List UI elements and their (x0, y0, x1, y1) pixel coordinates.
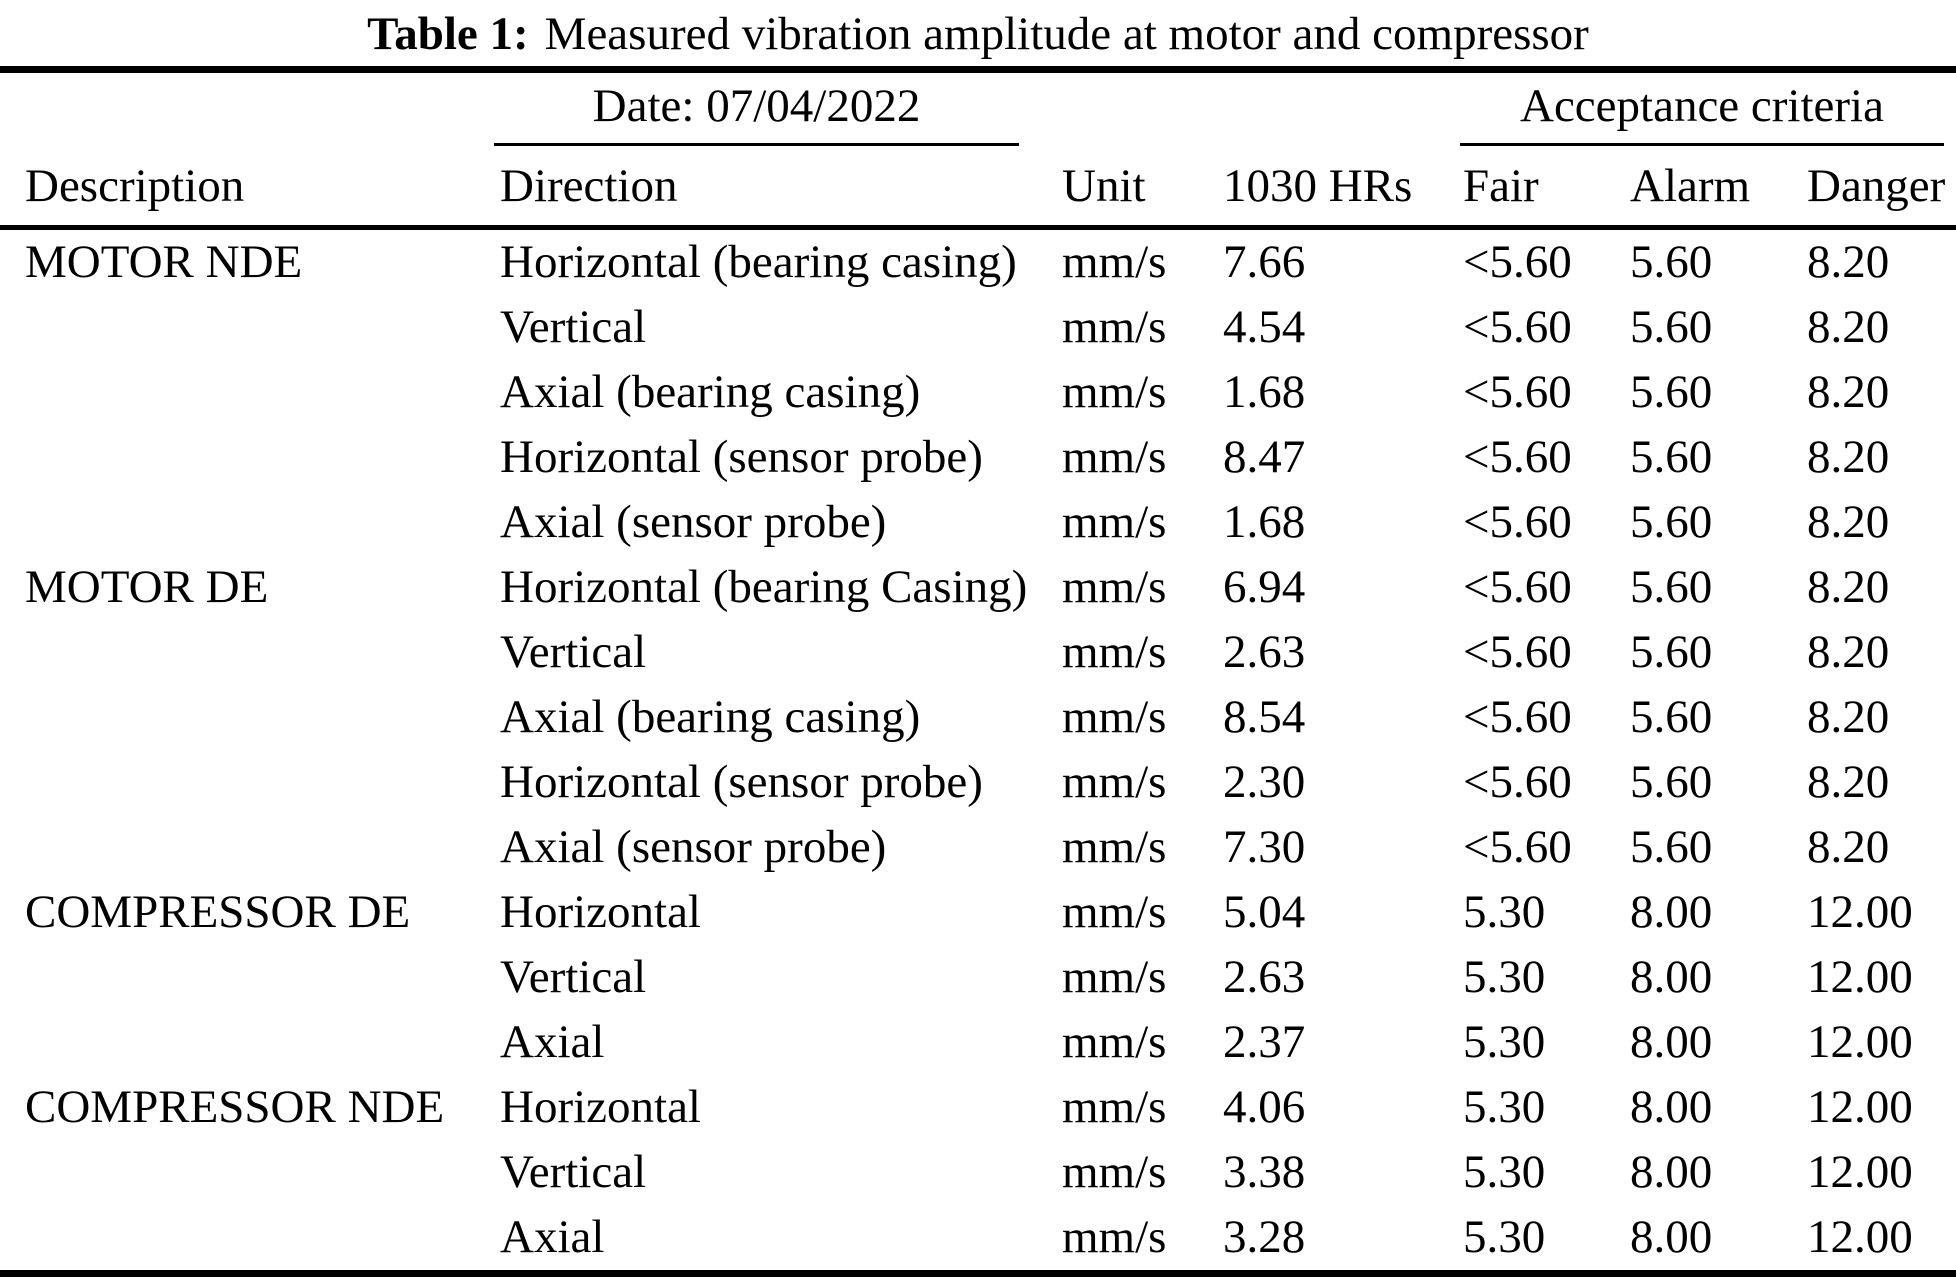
cell-direction: Vertical (500, 951, 647, 1003)
cell-description (25, 360, 500, 425)
cell-reading: 7.66 (1223, 236, 1306, 288)
cell-reading: 5.04 (1223, 886, 1306, 938)
table-bottom-rule (0, 1270, 1956, 1277)
cell-description (25, 685, 500, 750)
cell-fair: <5.60 (1463, 821, 1572, 873)
cell-direction: Vertical (500, 301, 647, 353)
cell-reading: 4.54 (1223, 301, 1306, 353)
cell-fair: <5.60 (1463, 691, 1572, 743)
table-label: Table 1: (367, 8, 529, 60)
column-header-description: Description (25, 160, 245, 212)
cell-reading: 1.68 (1223, 496, 1306, 548)
cell-direction: Axial (sensor probe) (500, 496, 887, 548)
cell-unit: mm/s (1062, 691, 1167, 743)
cell-danger: 8.20 (1807, 236, 1890, 288)
cell-description (25, 945, 500, 1010)
cell-alarm: 5.60 (1630, 431, 1713, 483)
cell-fair: <5.60 (1463, 496, 1572, 548)
cell-unit: mm/s (1062, 236, 1167, 288)
cell-danger: 8.20 (1807, 821, 1890, 873)
cell-description: COMPRESSOR NDE (25, 1081, 445, 1133)
column-header-unit: Unit (1062, 160, 1146, 212)
table-row (0, 1010, 1956, 1075)
cell-danger: 8.20 (1807, 626, 1890, 678)
cell-danger: 12.00 (1807, 1081, 1913, 1133)
cell-reading: 2.30 (1223, 756, 1306, 808)
column-header-row (0, 147, 1956, 225)
date-spanner: Date: 07/04/2022 (494, 79, 1019, 146)
cell-direction: Axial (500, 1211, 605, 1263)
cell-reading: 1.68 (1223, 366, 1306, 418)
cell-direction: Horizontal (500, 1081, 701, 1133)
cell-unit: mm/s (1062, 561, 1167, 613)
cell-danger: 12.00 (1807, 1016, 1913, 1068)
cell-description (25, 425, 500, 490)
table-row (0, 425, 1956, 490)
cell-alarm: 8.00 (1630, 1211, 1713, 1263)
cell-description: MOTOR NDE (25, 236, 303, 288)
cell-alarm: 8.00 (1630, 886, 1713, 938)
cell-alarm: 8.00 (1630, 1081, 1713, 1133)
cell-unit: mm/s (1062, 1146, 1167, 1198)
cell-reading: 8.54 (1223, 691, 1306, 743)
table-body (0, 230, 1956, 1270)
cell-fair: 5.30 (1463, 1146, 1546, 1198)
cell-fair: <5.60 (1463, 756, 1572, 808)
cell-direction: Horizontal (500, 886, 701, 938)
cell-direction: Axial (bearing casing) (500, 366, 921, 418)
table-title (0, 0, 1956, 66)
table-row (0, 490, 1956, 555)
cell-direction: Axial (500, 1016, 605, 1068)
cell-reading: 6.94 (1223, 561, 1306, 613)
cell-fair: 5.30 (1463, 1016, 1546, 1068)
cell-unit: mm/s (1062, 1081, 1167, 1133)
cell-fair: <5.60 (1463, 431, 1572, 483)
cell-alarm: 5.60 (1630, 626, 1713, 678)
cell-direction: Vertical (500, 626, 647, 678)
table-caption: Measured vibration amplitude at motor and compressor (544, 8, 1589, 60)
cell-fair: 5.30 (1463, 951, 1546, 1003)
spanner-row (0, 73, 1956, 147)
cell-alarm: 5.60 (1630, 496, 1713, 548)
table-top-rule (0, 66, 1956, 73)
cell-description (25, 815, 500, 880)
cell-description (25, 1140, 500, 1205)
cell-unit: mm/s (1062, 366, 1167, 418)
cell-unit: mm/s (1062, 301, 1167, 353)
cell-alarm: 8.00 (1630, 1016, 1713, 1068)
cell-direction: Horizontal (sensor probe) (500, 756, 983, 808)
column-header-direction: Direction (500, 160, 678, 212)
cell-unit: mm/s (1062, 951, 1167, 1003)
cell-reading: 2.63 (1223, 951, 1306, 1003)
cell-reading: 7.30 (1223, 821, 1306, 873)
cell-unit: mm/s (1062, 626, 1167, 678)
cell-fair: <5.60 (1463, 561, 1572, 613)
cell-danger: 8.20 (1807, 691, 1890, 743)
cell-alarm: 5.60 (1630, 756, 1713, 808)
table-row (0, 620, 1956, 685)
cell-danger: 8.20 (1807, 561, 1890, 613)
cell-reading: 3.38 (1223, 1146, 1306, 1198)
table-row (0, 1075, 1956, 1140)
cell-alarm: 5.60 (1630, 236, 1713, 288)
cell-description (25, 1010, 500, 1075)
cell-danger: 8.20 (1807, 496, 1890, 548)
cell-alarm: 8.00 (1630, 1146, 1713, 1198)
table-row (0, 1140, 1956, 1205)
table-row (0, 230, 1956, 295)
column-header-alarm: Alarm (1630, 160, 1751, 212)
table-row (0, 360, 1956, 425)
cell-reading: 4.06 (1223, 1081, 1306, 1133)
cell-danger: 12.00 (1807, 1211, 1913, 1263)
cell-danger: 12.00 (1807, 1146, 1913, 1198)
cell-alarm: 5.60 (1630, 561, 1713, 613)
cell-fair: <5.60 (1463, 366, 1572, 418)
cell-unit: mm/s (1062, 821, 1167, 873)
cell-direction: Axial (bearing casing) (500, 691, 921, 743)
cell-direction: Axial (sensor probe) (500, 821, 887, 873)
cell-alarm: 5.60 (1630, 301, 1713, 353)
cell-fair: 5.30 (1463, 886, 1546, 938)
cell-unit: mm/s (1062, 1211, 1167, 1263)
cell-alarm: 5.60 (1630, 366, 1713, 418)
cell-description: MOTOR DE (25, 561, 269, 613)
cell-direction: Vertical (500, 1146, 647, 1198)
column-header-danger: Danger (1807, 160, 1946, 212)
cell-danger: 12.00 (1807, 886, 1913, 938)
table-row (0, 880, 1956, 945)
cell-fair: 5.30 (1463, 1081, 1546, 1133)
cell-alarm: 8.00 (1630, 951, 1713, 1003)
cell-unit: mm/s (1062, 1016, 1167, 1068)
cell-danger: 12.00 (1807, 951, 1913, 1003)
cell-alarm: 5.60 (1630, 691, 1713, 743)
cell-direction: Horizontal (bearing Casing) (500, 561, 1028, 613)
cell-description (25, 295, 500, 360)
cell-reading: 3.28 (1223, 1211, 1306, 1263)
cell-description (25, 1205, 500, 1270)
cell-description (25, 490, 500, 555)
table-row (0, 1205, 1956, 1270)
cell-reading: 2.37 (1223, 1016, 1306, 1068)
cell-direction: Horizontal (sensor probe) (500, 431, 983, 483)
table-row (0, 685, 1956, 750)
cell-description (25, 620, 500, 685)
cell-unit: mm/s (1062, 886, 1167, 938)
cell-danger: 8.20 (1807, 431, 1890, 483)
cell-description: COMPRESSOR DE (25, 886, 411, 938)
cell-fair: 5.30 (1463, 1211, 1546, 1263)
cell-fair: <5.60 (1463, 236, 1572, 288)
acceptance-criteria-spanner: Acceptance criteria (1460, 79, 1944, 146)
cell-alarm: 5.60 (1630, 821, 1713, 873)
table-row (0, 295, 1956, 360)
cell-reading: 8.47 (1223, 431, 1306, 483)
cell-reading: 2.63 (1223, 626, 1306, 678)
cell-danger: 8.20 (1807, 301, 1890, 353)
cell-fair: <5.60 (1463, 626, 1572, 678)
column-header-fair: Fair (1463, 160, 1539, 212)
cell-fair: <5.60 (1463, 301, 1572, 353)
column-header-1030hrs: 1030 HRs (1223, 160, 1413, 212)
table-row (0, 815, 1956, 880)
table-row (0, 945, 1956, 1010)
table-row (0, 555, 1956, 620)
cell-danger: 8.20 (1807, 366, 1890, 418)
cell-unit: mm/s (1062, 756, 1167, 808)
table-row (0, 750, 1956, 815)
cell-unit: mm/s (1062, 431, 1167, 483)
cell-danger: 8.20 (1807, 756, 1890, 808)
cell-unit: mm/s (1062, 496, 1167, 548)
cell-direction: Horizontal (bearing casing) (500, 236, 1017, 288)
cell-description (25, 750, 500, 815)
